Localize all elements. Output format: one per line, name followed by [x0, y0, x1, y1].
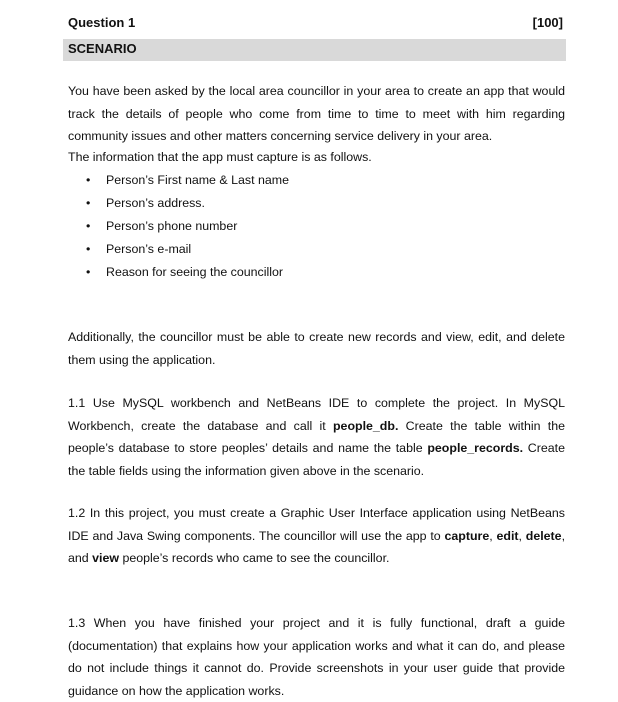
task-1-1-paragraph [68, 392, 565, 482]
list-item [86, 169, 289, 192]
task-1-2-text: people’s records who came to see the councillor. [119, 551, 390, 565]
separator: , [489, 528, 497, 543]
question-header [68, 15, 565, 33]
list-item [86, 238, 289, 261]
list-item-text: Person’s address. [106, 196, 205, 210]
delete-keyword: delete [525, 528, 562, 543]
scenario-heading: SCENARIO [68, 41, 137, 56]
scenario-intro: You have been asked by the local area councillor in your area to create an app that would track the details of people who come from time to time to meet with him regarding community issues and other matters concerning service delivery in your area. [68, 84, 565, 143]
bullet-icon: • [86, 173, 91, 187]
view-keyword: view [92, 551, 119, 565]
task-1-1-text: 1.1 Use MySQL workbench and NetBeans IDE to complete the project. In MySQL Workbench, create the database and call it [68, 396, 565, 433]
bullet-icon: • [86, 242, 91, 256]
capture-keyword: capture [444, 528, 490, 543]
separator: , [518, 528, 526, 543]
additionally-paragraph: Additionally, the councillor must be able to create new records and view, edit, and delete them using the application. [68, 330, 565, 367]
bullet-icon: • [86, 219, 91, 233]
list-item [86, 261, 289, 284]
scenario-heading-bar [63, 39, 566, 61]
task-1-3-paragraph: 1.3 When you have finished your project and it is fully functional, draft a guide (documentation) that explains how your application works and what it can do, and please do not include things it cannot do. Provide screenshots in your user guide that provide guidance on how the application works. [68, 616, 565, 698]
database-name: people_db. [332, 418, 399, 433]
separator: , and [68, 528, 566, 565]
capture-field-list [86, 169, 289, 284]
list-item-text: Person’s phone number [106, 219, 238, 233]
task-1-2-paragraph [68, 502, 565, 570]
info-line: The information that the app must capture is as follows. [68, 150, 372, 164]
edit-keyword: edit [496, 528, 519, 543]
task-1-1-text: Create the table fields using the information given above in the scenario. [68, 441, 565, 478]
bullet-icon: • [86, 196, 91, 210]
question-title: Question 1 [68, 15, 136, 30]
list-item-text: Person’s First name & Last name [106, 173, 289, 187]
list-item-text: Reason for seeing the councillor [106, 265, 284, 279]
bullet-icon: • [86, 265, 91, 279]
list-item [86, 192, 289, 215]
list-item [86, 215, 289, 238]
list-item-text: Person’s e-mail [106, 242, 192, 256]
question-marks: [100] [532, 15, 563, 30]
task-1-1-text: Create the table within the people’s database to store peoples’ details and name the table [68, 418, 565, 455]
table-name: people_records. [427, 441, 524, 455]
task-1-2-text: 1.2 In this project, you must create a Graphic User Interface application using NetBeans IDE and Java Swing components. The councillor will use the app to [68, 506, 565, 543]
